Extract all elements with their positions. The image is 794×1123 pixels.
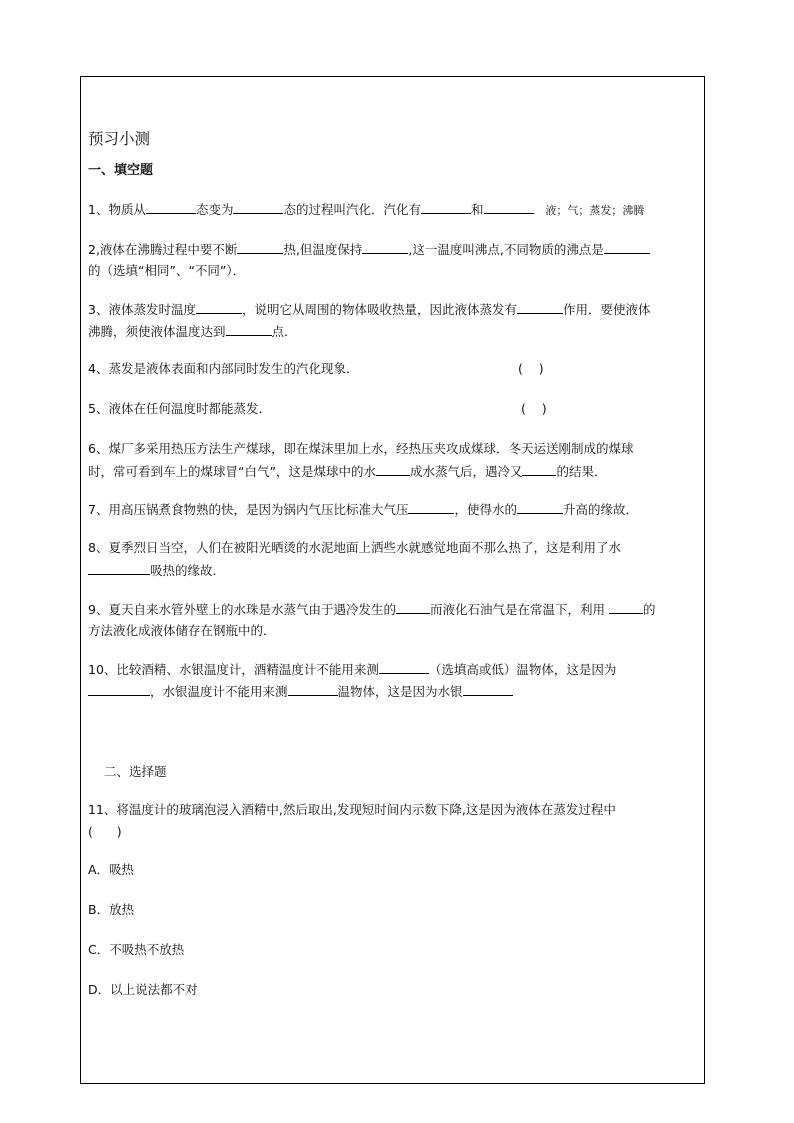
answer-paren[interactable]: ( ) (521, 401, 547, 416)
option-c[interactable]: C．不吸热不放热 (88, 942, 185, 957)
section-heading-fill-blank: 一、填空题 (88, 163, 154, 178)
answer-blank[interactable] (517, 301, 563, 314)
answer-blank[interactable] (396, 601, 430, 614)
page-title: 预习小测 (88, 130, 151, 148)
section-heading-choice: 二、选择题 (104, 764, 167, 779)
question-8: 8、夏季烈日当空，人们在被阳光晒烫的水泥地面上洒些水就感觉地面不那么热了，这是利用了水 (88, 540, 621, 555)
answer-blank[interactable] (604, 241, 650, 254)
answer-blank[interactable] (484, 201, 534, 214)
answer-blank[interactable] (362, 241, 408, 254)
question-3: 3、液体蒸发时温度 ，说明它从周围的物体吸收热量，因此液体蒸发有 作用．要使液体 (88, 302, 651, 317)
answer-blank[interactable] (288, 683, 338, 696)
answer-blank[interactable] (522, 463, 556, 476)
answer-blank[interactable] (609, 601, 643, 614)
hint-text: 液；气；蒸发；沸腾 (545, 204, 645, 217)
answer-blank[interactable] (463, 683, 513, 696)
question-6-line-2: 时，常可看到车上的煤球冒“白气”，这是煤球中的水 成水蒸气后，遇冷又 的结果． (88, 464, 607, 479)
answer-blank[interactable] (226, 323, 272, 336)
answer-blank[interactable] (408, 501, 454, 514)
answer-paren[interactable]: ( ) (88, 824, 122, 839)
question-11: 11、将温度计的玻璃泡浸入酒精中,然后取出,发现短时间内示数下降,这是因为液体在蒸发过程中 (88, 802, 616, 817)
question-8-line-2: 吸热的缘故． (88, 562, 225, 579)
question-6: 6、煤厂多采用热压方法生产煤球，即在煤沫里加上水，经热压夹攻成煤球．冬天运送刚制成的煤球 (88, 441, 634, 456)
question-3-line-2: 沸腾，须使液体温度达到 点． (88, 324, 297, 339)
answer-blank[interactable] (88, 683, 150, 696)
answer-blank[interactable] (517, 501, 563, 514)
question-2-line-2: 的（选填“相同”、“不同”）． (88, 263, 246, 278)
answer-blank[interactable] (146, 201, 196, 214)
question-4: 4、蒸发是液体表面和内部同时发生的汽化现象． (88, 361, 359, 376)
question-9-line-2: 方法液化成液体储存在钢瓶中的． (88, 623, 276, 638)
answer-blank[interactable] (379, 661, 429, 674)
question-10-line-2: ，水银温度计不能用来测 温物体，这是因为水银 (88, 683, 513, 700)
option-b[interactable]: B．放热 (88, 902, 135, 917)
answer-blank[interactable] (421, 201, 471, 214)
question-7: 7、用高压锅煮食物熟的快，是因为锅内气压比标准大气压 ，使得水的 升高的缘故． (88, 502, 638, 517)
answer-blank[interactable] (233, 201, 283, 214)
question-1: 1、物质从 态变为 态的过程叫汽化．汽化有 和 液；气；蒸发；沸腾 (88, 202, 645, 217)
answer-blank[interactable] (237, 241, 283, 254)
option-d[interactable]: D．以上说法都不对 (88, 982, 198, 997)
question-10: 10、比较酒精、水银温度计，酒精温度计不能用来测 （选填高或低）温物体，这是因为 (88, 662, 617, 677)
page-frame (80, 76, 705, 1084)
answer-blank[interactable] (196, 301, 242, 314)
answer-paren[interactable]: ( ) (518, 361, 544, 376)
question-2: 2,液体在沸腾过程中要不断 热,但温度保持 ,这一温度叫沸点,不同物质的沸点是 (88, 241, 650, 258)
question-9: 9、夏天自来水管外壁上的水珠是水蒸气由于遇冷发生的 而液化石油气是在常温下，利用 的 (88, 602, 656, 617)
question-5: 5、液体在任何温度时都能蒸发． (88, 401, 271, 416)
answer-blank[interactable] (376, 463, 410, 476)
answer-blank[interactable] (88, 562, 150, 575)
option-a[interactable]: A．吸热 (88, 862, 135, 877)
